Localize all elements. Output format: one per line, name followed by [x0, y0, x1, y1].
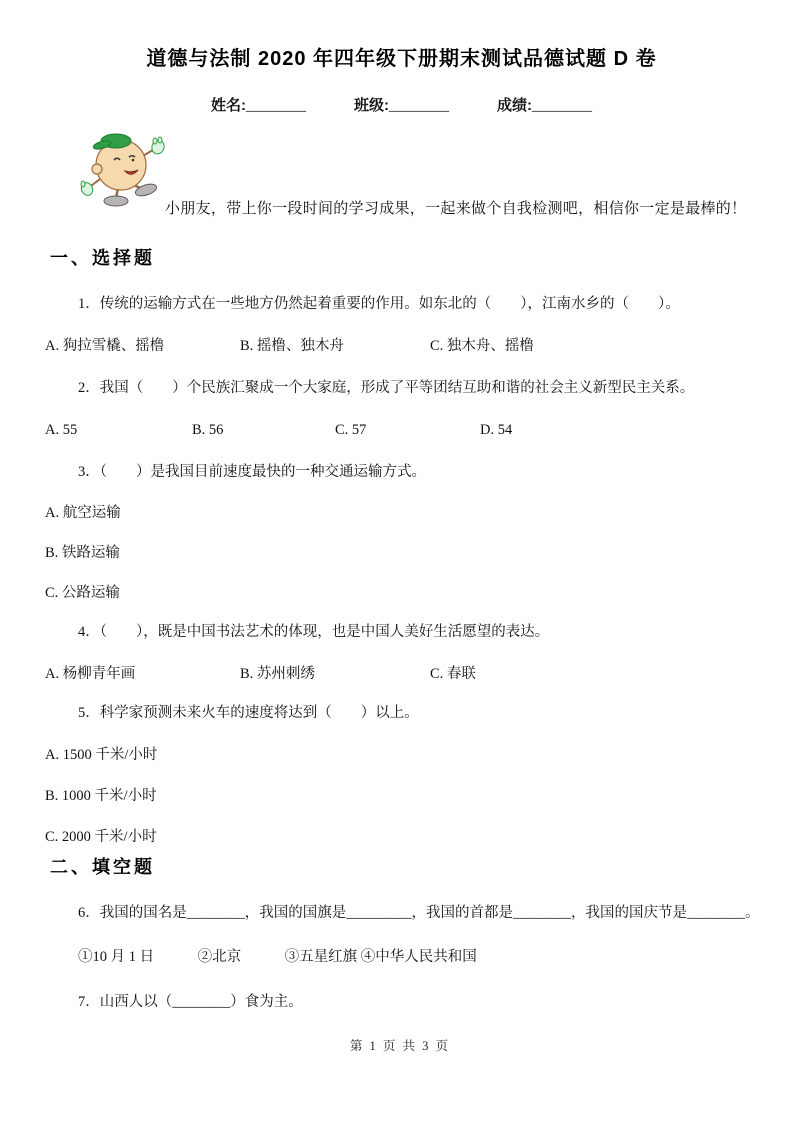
class-field-label: 班级: — [354, 97, 389, 114]
question-1-text: 1．传统的运输方式在一些地方仍然起着重要的作用。如东北的（ ），江南水乡的（ ）。 — [78, 296, 680, 312]
page-title: 道德与法制 2020 年四年级下册期末测试品德试题 D 卷 — [146, 48, 657, 70]
class-field-blank[interactable]: ________ — [389, 98, 449, 114]
question-4-options — [45, 665, 760, 684]
section-2-heading: 二、填空题 — [50, 857, 155, 877]
question-6-text: 6．我国的国名是________，我国的国旗是_________，我国的首都是________，我国的国庆节是________。 — [78, 905, 760, 921]
score-field — [497, 96, 592, 116]
intro-text: 小朋友，带上你一段时间的学习成果，一起来做个自我检测吧，相信你一定是最棒的！ — [165, 201, 747, 217]
name-field-label: 姓名: — [211, 97, 246, 114]
cartoon-kid-green-cap-icon — [73, 129, 173, 209]
question-2-option-d: D. 54 — [480, 422, 513, 438]
name-field-blank[interactable]: ________ — [246, 98, 306, 114]
question-5-option-b: B. 1000 千米/小时 — [45, 788, 157, 804]
question-3-text: 3．（ ）是我国目前速度最快的一种交通运输方式。 — [78, 464, 426, 480]
question-4-option-b: B. 苏州刺绣 — [240, 666, 315, 682]
question-2-options — [45, 421, 760, 440]
question-5-option-c: C. 2000 千米/小时 — [45, 829, 157, 845]
question-5-option-a: A. 1500 千米/小时 — [45, 747, 158, 763]
question-7-text: 7．山西人以（________）食为主。 — [78, 994, 303, 1010]
class-field — [354, 96, 449, 116]
mascot-intro-row — [43, 129, 760, 219]
question-4-text: 4．（ ），既是中国书法艺术的体现，也是中国人美好生活愿望的表达。 — [78, 624, 550, 640]
question-5-text: 5．科学家预测未来火车的速度将达到（ ）以上。 — [78, 705, 419, 721]
question-4-option-c: C. 春联 — [430, 666, 476, 682]
question-1-option-b: B. 摇橹、独木舟 — [240, 338, 344, 354]
question-3-option-c: C. 公路运输 — [45, 585, 120, 601]
question-1-options — [45, 337, 760, 356]
question-3-option-b: B. 铁路运输 — [45, 545, 120, 561]
question-2-option-b: B. 56 — [192, 422, 224, 438]
question-1-option-c: C. 独木舟、摇橹 — [430, 338, 534, 354]
question-2-option-c: C. 57 — [335, 422, 367, 438]
score-field-label: 成绩: — [497, 97, 532, 114]
page-footer-pagination: 第 1 页 共 3 页 — [349, 1039, 451, 1053]
question-1-option-a: A. 狗拉雪橇、摇橹 — [45, 338, 165, 354]
question-6-choices-note: ①10 月 1 日 ②北京 ③五星红旗 ④中华人民共和国 — [78, 949, 477, 965]
question-2-option-a: A. 55 — [45, 422, 78, 438]
question-4-option-a: A. 杨柳青年画 — [45, 666, 136, 682]
section-1-heading: 一、选择题 — [50, 248, 155, 268]
header-fields — [43, 96, 760, 116]
name-field — [211, 96, 306, 116]
score-field-blank[interactable]: ________ — [532, 98, 592, 114]
question-2-text: 2．我国（ ）个民族汇聚成一个大家庭，形成了平等团结互助和谐的社会主义新型民主关系。 — [78, 380, 695, 396]
question-3-option-a: A. 航空运输 — [45, 505, 121, 521]
